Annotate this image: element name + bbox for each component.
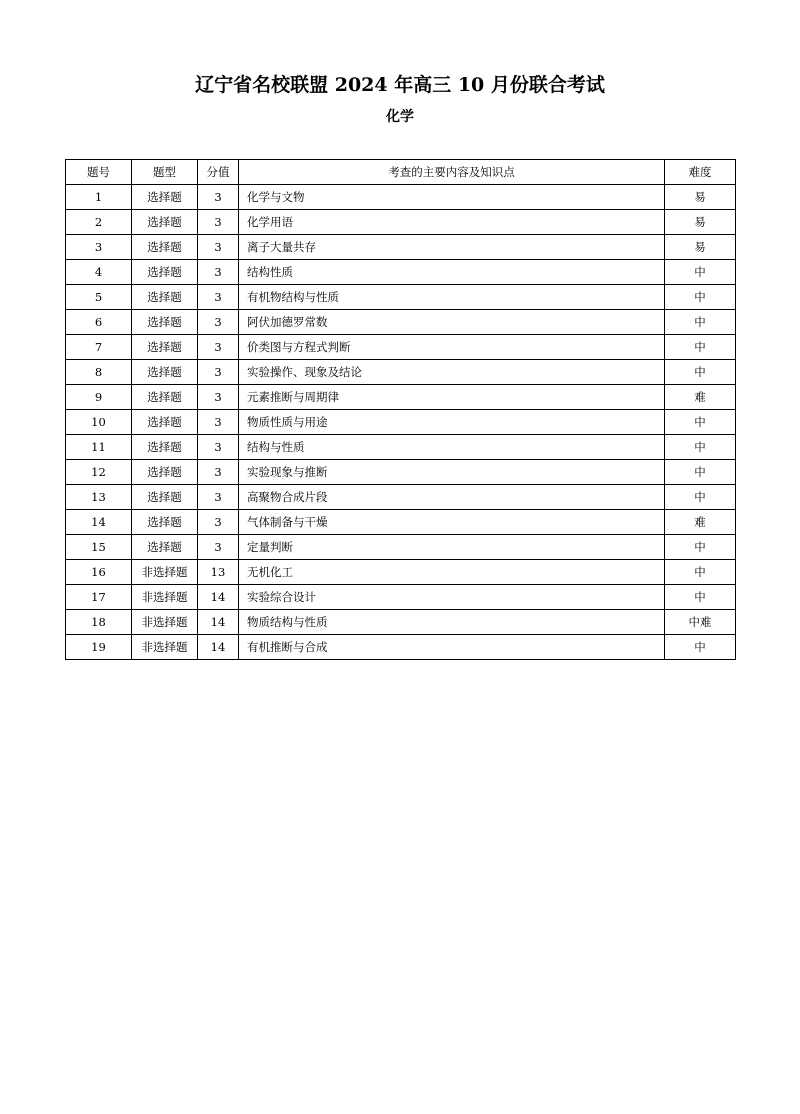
cell-content: 实验现象与推断 <box>239 460 665 485</box>
cell-score: 3 <box>198 485 239 510</box>
cell-score: 14 <box>198 635 239 660</box>
cell-score: 13 <box>198 560 239 585</box>
cell-score: 3 <box>198 410 239 435</box>
cell-type: 非选择题 <box>132 585 198 610</box>
table-row <box>66 585 736 610</box>
cell-content: 高聚物合成片段 <box>239 485 665 510</box>
cell-number: 18 <box>66 610 132 635</box>
cell-difficulty: 中 <box>665 585 736 610</box>
cell-content: 实验综合设计 <box>239 585 665 610</box>
cell-content: 物质性质与用途 <box>239 410 665 435</box>
cell-type: 非选择题 <box>132 635 198 660</box>
table-row <box>66 435 736 460</box>
cell-type: 选择题 <box>132 435 198 460</box>
cell-type: 选择题 <box>132 260 198 285</box>
cell-score: 3 <box>198 185 239 210</box>
subject-title: 化学 <box>386 109 414 125</box>
cell-type: 选择题 <box>132 535 198 560</box>
cell-difficulty: 中 <box>665 485 736 510</box>
cell-difficulty: 易 <box>665 185 736 210</box>
cell-difficulty: 中 <box>665 460 736 485</box>
table-row <box>66 260 736 285</box>
cell-score: 3 <box>198 260 239 285</box>
cell-difficulty: 中 <box>665 260 736 285</box>
cell-type: 选择题 <box>132 310 198 335</box>
cell-type: 选择题 <box>132 210 198 235</box>
cell-type: 选择题 <box>132 385 198 410</box>
cell-difficulty: 中 <box>665 360 736 385</box>
cell-content: 实验操作、现象及结论 <box>239 360 665 385</box>
cell-number: 9 <box>66 385 132 410</box>
cell-content: 气体制备与干燥 <box>239 510 665 535</box>
cell-score: 3 <box>198 335 239 360</box>
table-row <box>66 535 736 560</box>
cell-number: 8 <box>66 360 132 385</box>
header-number: 题号 <box>66 160 132 185</box>
table-row <box>66 310 736 335</box>
cell-type: 选择题 <box>132 285 198 310</box>
cell-difficulty: 中 <box>665 560 736 585</box>
table-row <box>66 185 736 210</box>
table-body <box>66 185 736 660</box>
cell-number: 13 <box>66 485 132 510</box>
header-content: 考查的主要内容及知识点 <box>239 160 665 185</box>
cell-number: 11 <box>66 435 132 460</box>
cell-number: 4 <box>66 260 132 285</box>
header-type: 题型 <box>132 160 198 185</box>
cell-content: 结构性质 <box>239 260 665 285</box>
cell-content: 有机推断与合成 <box>239 635 665 660</box>
exam-analysis-table <box>65 159 736 660</box>
table-row <box>66 485 736 510</box>
cell-number: 14 <box>66 510 132 535</box>
table-row <box>66 410 736 435</box>
cell-score: 14 <box>198 610 239 635</box>
cell-type: 非选择题 <box>132 560 198 585</box>
cell-type: 选择题 <box>132 410 198 435</box>
cell-difficulty: 中 <box>665 285 736 310</box>
cell-number: 3 <box>66 235 132 260</box>
cell-number: 5 <box>66 285 132 310</box>
cell-content: 物质结构与性质 <box>239 610 665 635</box>
cell-number: 1 <box>66 185 132 210</box>
cell-score: 3 <box>198 360 239 385</box>
cell-type: 选择题 <box>132 460 198 485</box>
cell-content: 有机物结构与性质 <box>239 285 665 310</box>
cell-type: 非选择题 <box>132 610 198 635</box>
table-row <box>66 210 736 235</box>
cell-content: 化学用语 <box>239 210 665 235</box>
cell-difficulty: 易 <box>665 210 736 235</box>
cell-score: 3 <box>198 210 239 235</box>
cell-difficulty: 中 <box>665 635 736 660</box>
cell-type: 选择题 <box>132 510 198 535</box>
cell-score: 3 <box>198 235 239 260</box>
table-row <box>66 560 736 585</box>
table-row <box>66 635 736 660</box>
cell-content: 离子大量共存 <box>239 235 665 260</box>
cell-number: 16 <box>66 560 132 585</box>
cell-content: 化学与文物 <box>239 185 665 210</box>
cell-type: 选择题 <box>132 360 198 385</box>
cell-difficulty: 中 <box>665 435 736 460</box>
cell-score: 3 <box>198 510 239 535</box>
table-row <box>66 510 736 535</box>
document-title: 辽宁省名校联盟 2024 年高三 10 月份联合考试 <box>195 74 605 96</box>
header-score: 分值 <box>198 160 239 185</box>
cell-content: 结构与性质 <box>239 435 665 460</box>
cell-type: 选择题 <box>132 335 198 360</box>
cell-type: 选择题 <box>132 485 198 510</box>
cell-difficulty: 难 <box>665 510 736 535</box>
header-difficulty: 难度 <box>665 160 736 185</box>
cell-difficulty: 中 <box>665 335 736 360</box>
cell-difficulty: 中 <box>665 410 736 435</box>
table-header-row <box>66 160 736 185</box>
cell-difficulty: 中难 <box>665 610 736 635</box>
cell-content: 无机化工 <box>239 560 665 585</box>
cell-content: 价类图与方程式判断 <box>239 335 665 360</box>
cell-type: 选择题 <box>132 185 198 210</box>
cell-score: 3 <box>198 385 239 410</box>
table-row <box>66 460 736 485</box>
cell-difficulty: 中 <box>665 535 736 560</box>
cell-number: 10 <box>66 410 132 435</box>
cell-number: 7 <box>66 335 132 360</box>
cell-number: 12 <box>66 460 132 485</box>
cell-score: 3 <box>198 535 239 560</box>
cell-score: 3 <box>198 435 239 460</box>
cell-score: 14 <box>198 585 239 610</box>
cell-difficulty: 难 <box>665 385 736 410</box>
table-row <box>66 385 736 410</box>
cell-number: 19 <box>66 635 132 660</box>
cell-content: 元素推断与周期律 <box>239 385 665 410</box>
cell-type: 选择题 <box>132 235 198 260</box>
table-row <box>66 335 736 360</box>
table-row <box>66 285 736 310</box>
cell-number: 15 <box>66 535 132 560</box>
table-row <box>66 610 736 635</box>
cell-score: 3 <box>198 310 239 335</box>
cell-difficulty: 中 <box>665 310 736 335</box>
cell-difficulty: 易 <box>665 235 736 260</box>
table-row <box>66 235 736 260</box>
cell-number: 2 <box>66 210 132 235</box>
cell-content: 阿伏加德罗常数 <box>239 310 665 335</box>
cell-number: 6 <box>66 310 132 335</box>
cell-score: 3 <box>198 460 239 485</box>
cell-score: 3 <box>198 285 239 310</box>
table-row <box>66 360 736 385</box>
cell-number: 17 <box>66 585 132 610</box>
cell-content: 定量判断 <box>239 535 665 560</box>
